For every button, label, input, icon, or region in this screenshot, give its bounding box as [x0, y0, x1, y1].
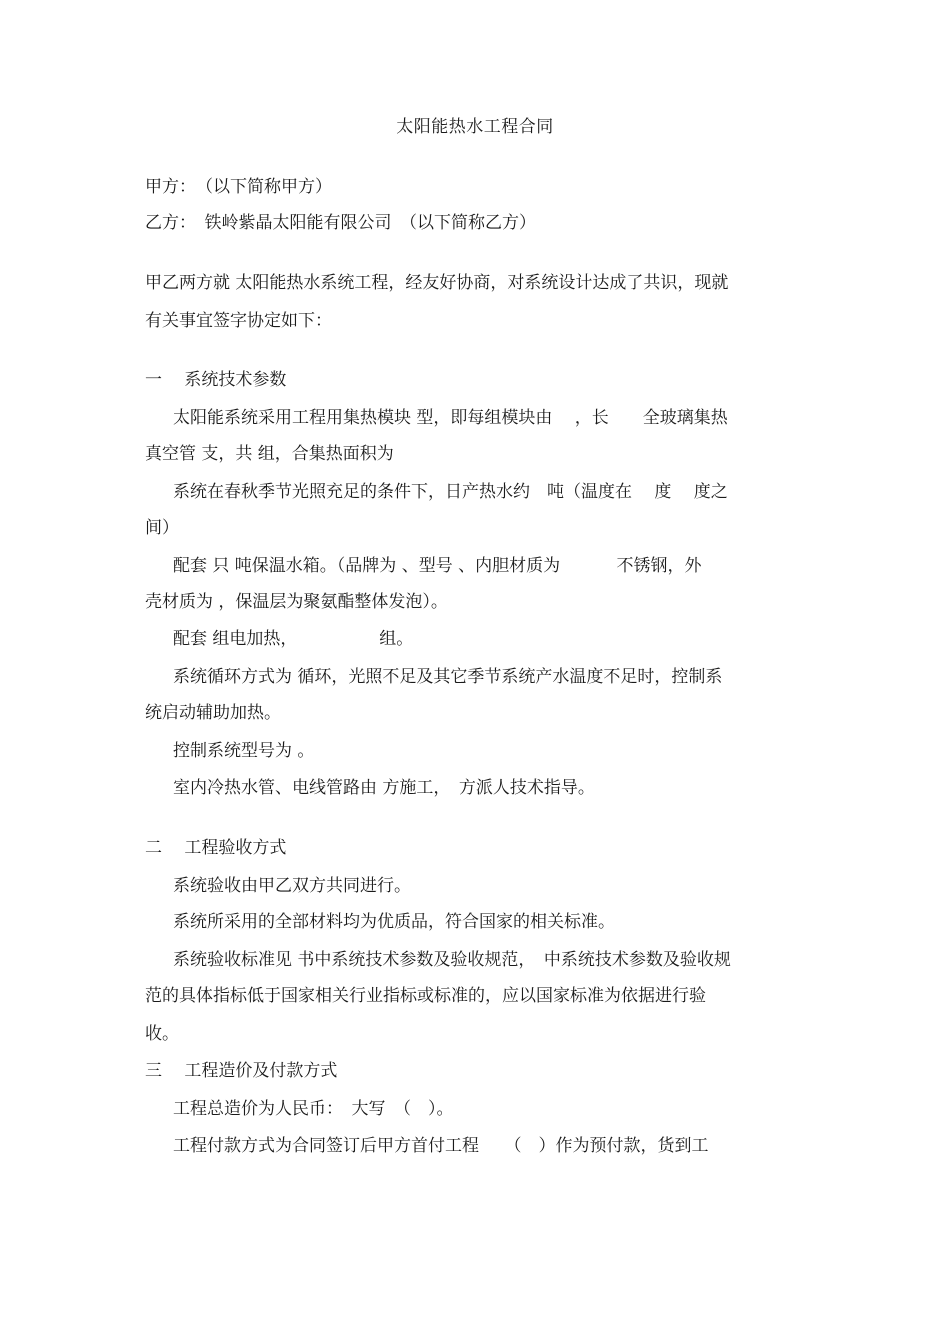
intro-line-2: 有关事宜签字协定如下：	[145, 311, 332, 331]
section-3-line-2: 工程付款方式为合同签订后甲方首付工程 （ ）作为预付款，货到工	[173, 1136, 709, 1156]
section-1-line-5: 配套 只 吨保温水箱。（品牌为 、型号 、内胆材质为 不锈钢，外	[173, 556, 702, 576]
section-1-line-2: 真空管 支，共 组，合集热面积为	[145, 444, 394, 464]
section-1-line-1: 太阳能系统采用工程用集热模块 型，即每组模块由 ，长 全玻璃集热	[173, 408, 728, 428]
section-1-heading: 一 系统技术参数	[145, 370, 287, 390]
section-2-line-4: 范的具体指标低于国家相关行业指标或标准的，应以国家标准为依据进行验	[145, 986, 706, 1006]
section-1-line-10: 控制系统型号为 。	[173, 741, 315, 761]
party-a-line: 甲方： （以下简称甲方）	[145, 177, 332, 197]
section-3-line-1: 工程总造价为人民币： 大写 （ ）。	[173, 1099, 454, 1119]
intro-line-1: 甲乙两方就 太阳能热水系统工程，经友好协商，对系统设计达成了共识，现就	[145, 273, 729, 293]
section-1-line-4: 间）	[145, 518, 179, 538]
section-2-line-5: 收。	[145, 1024, 179, 1044]
section-1-line-8: 系统循环方式为 循环，光照不足及其它季节系统产水温度不足时，控制系	[173, 667, 723, 687]
document-title: 太阳能热水工程合同	[396, 117, 554, 137]
section-1-line-9: 统启动辅助加热。	[145, 703, 281, 723]
party-b-line: 乙方： 铁岭紫晶太阳能有限公司 （以下简称乙方）	[145, 213, 536, 233]
section-2-line-3: 系统验收标准见 书中系统技术参数及验收规范， 中系统技术参数及验收规	[173, 950, 731, 970]
section-2-line-1: 系统验收由甲乙双方共同进行。	[173, 876, 411, 896]
section-1-line-11: 室内冷热水管、电线管路由 方施工， 方派人技术指导。	[173, 778, 595, 798]
section-3-heading: 三 工程造价及付款方式	[145, 1061, 338, 1081]
section-1-line-7: 配套 组电加热， 组。	[173, 629, 414, 649]
section-2-heading: 二 工程验收方式	[145, 838, 287, 858]
section-2-line-2: 系统所采用的全部材料均为优质品，符合国家的相关标准。	[173, 912, 615, 932]
section-1-line-6: 壳材质为 ，保温层为聚氨酯整体发泡）。	[145, 592, 448, 612]
section-1-line-3: 系统在春秋季节光照充足的条件下，日产热水约 吨（温度在 度 度之	[173, 482, 728, 502]
